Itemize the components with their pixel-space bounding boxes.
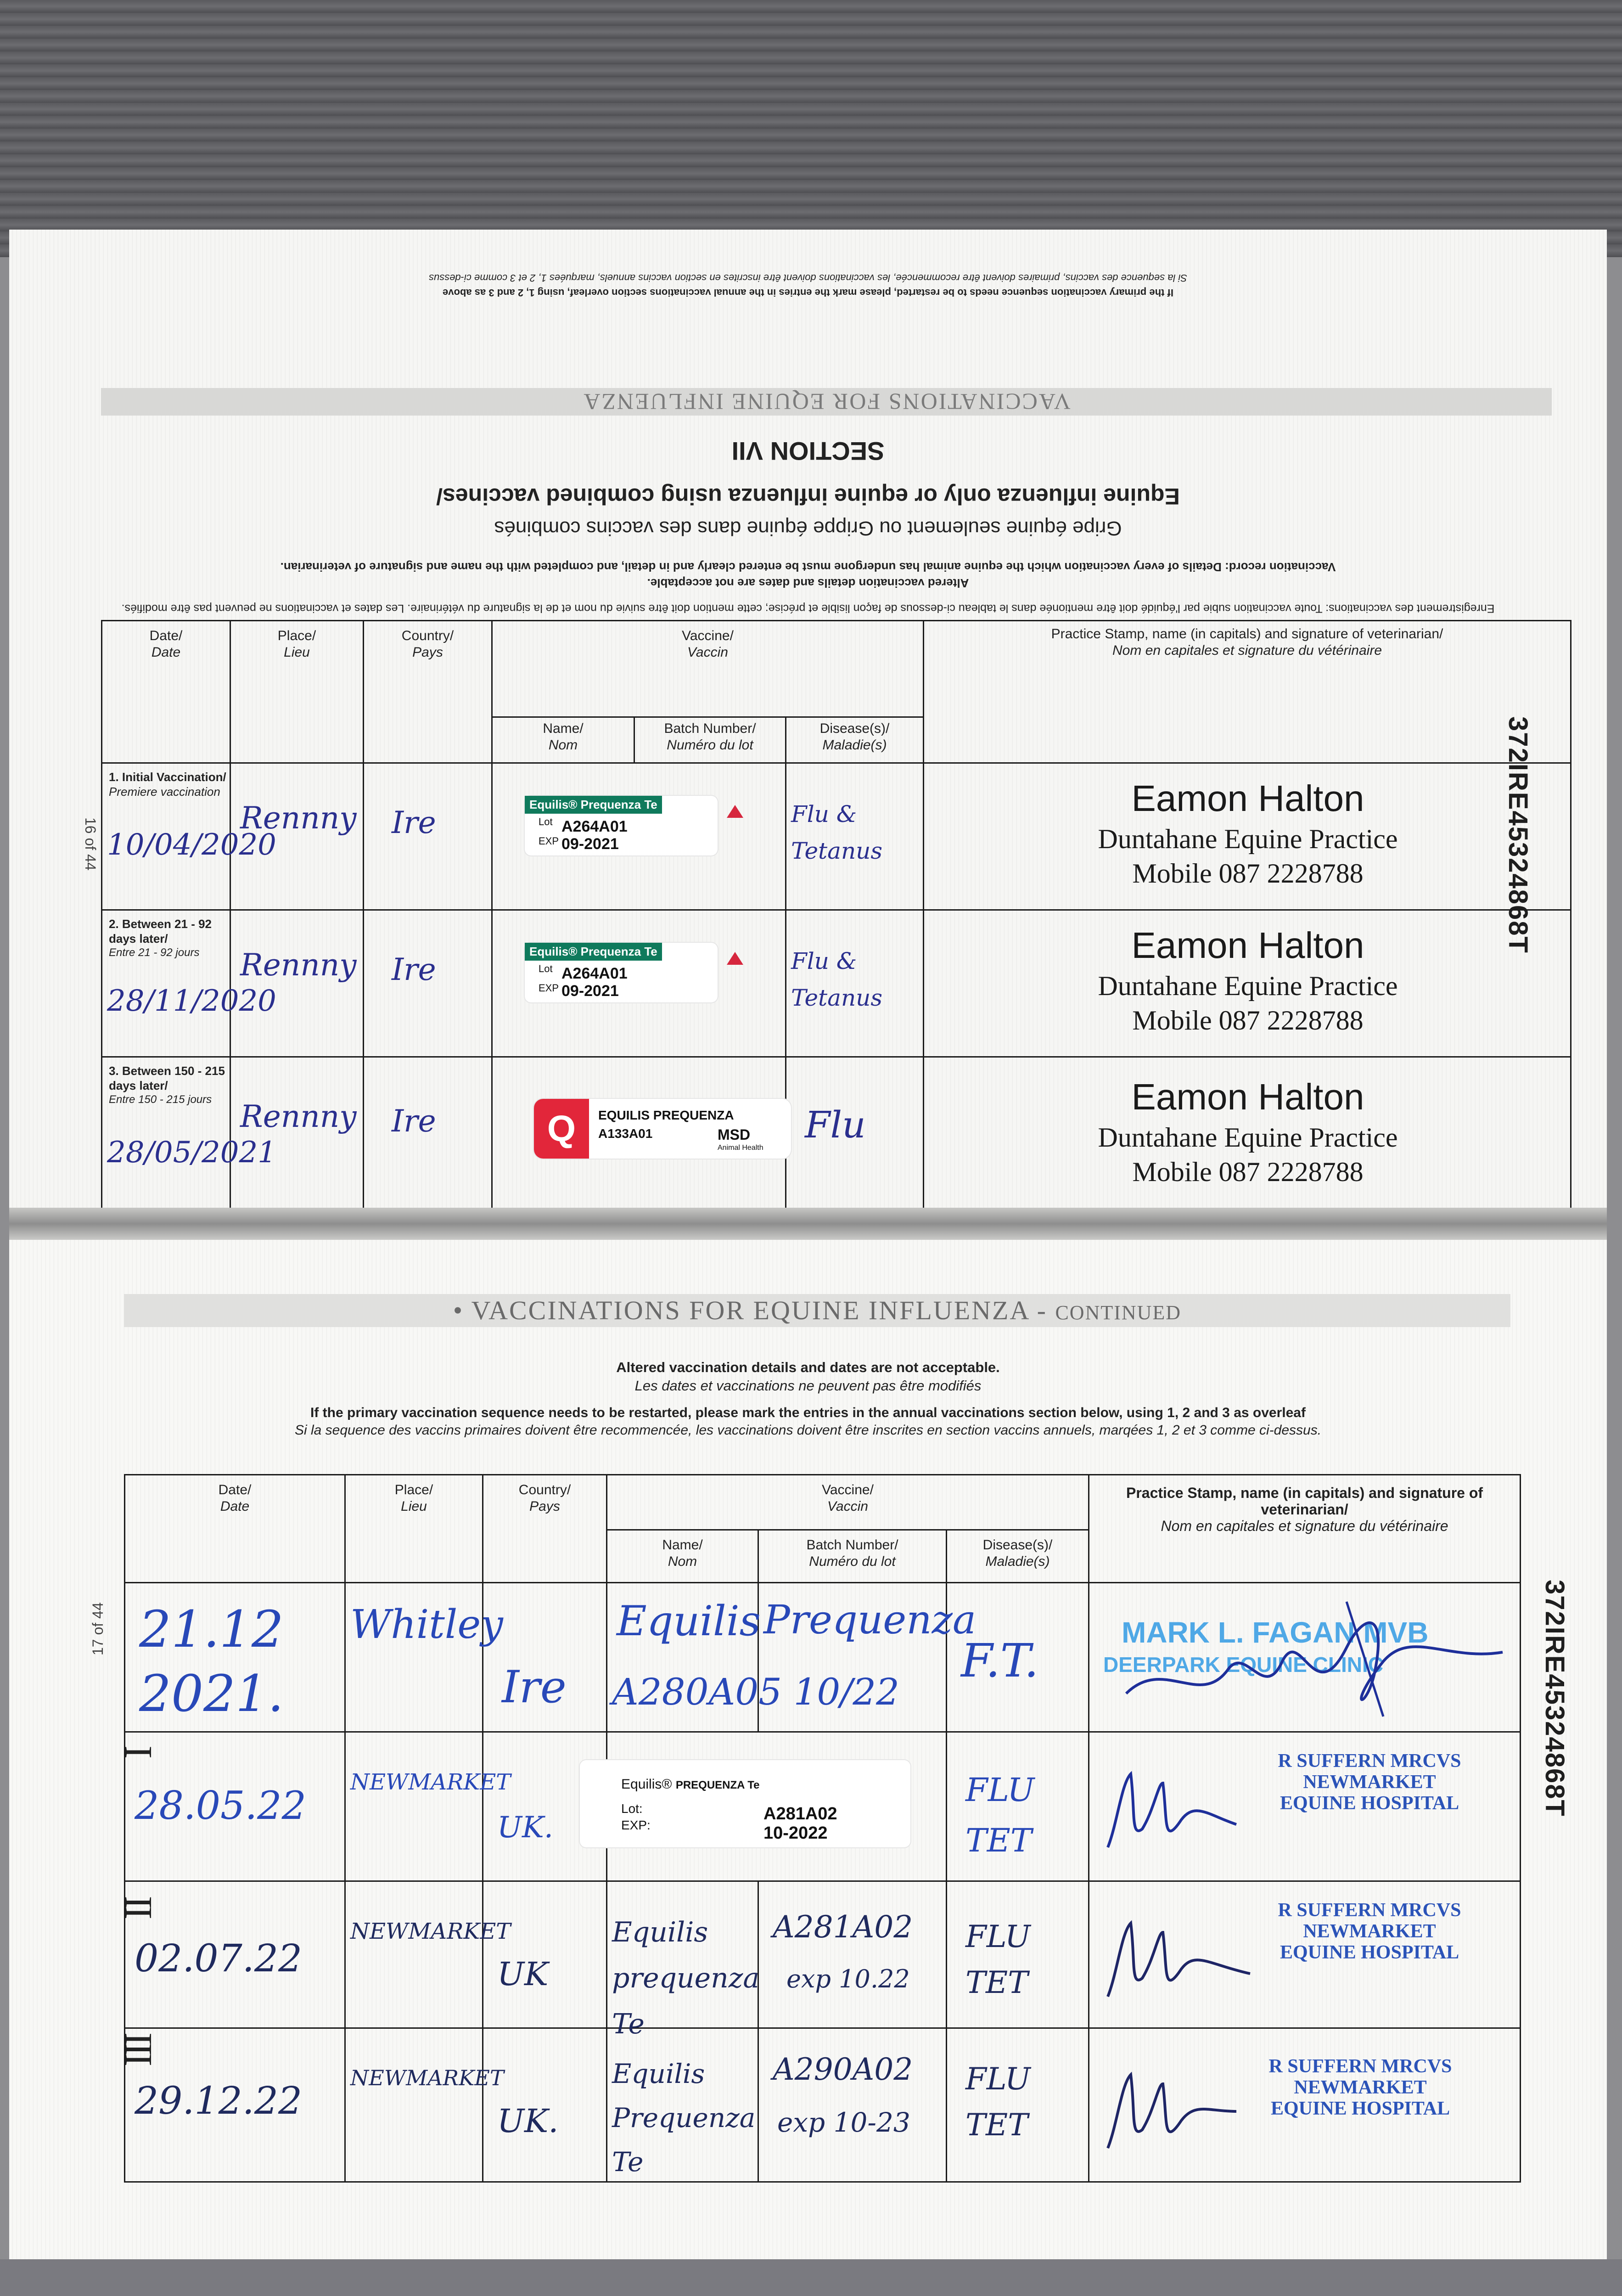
- record-note-fr: Enregistrement des vaccinations: Toute vaccination subie par l'équidé doit être mentionée dans le tableau ci-dessous de façon lisible et précise; cette mention doit être suivie du nom et de la signature du vétérinaire. Les dates et vaccinations ne peuvent pas être modifiés.: [121, 602, 1495, 615]
- upper-row-3-sticker: Q EQUILIS PREQUENZA A133A01 MSD Animal Health: [534, 1099, 791, 1159]
- row-2-place: NEWMARKET: [345, 1732, 483, 1881]
- restart-notice-fr: Si la sequence des vaccins primaires doivent être recommencée, les vaccinations doivent être inscrites en section vaccins annuels, marqées 1, 2 et 3 comme ci-dessus.: [294, 1423, 1322, 1438]
- upper-row-2-place: Rennny: [230, 910, 364, 1057]
- hdr-disease: Disease(s)/ Maladie(s): [947, 1530, 1089, 1583]
- upper-row-2: [102, 910, 1571, 1057]
- upper-row-2-date: 2. Between 21 - 92 days later/ Entre 21 - 92 jours 28/11/2020: [102, 910, 230, 1057]
- altered-notice-en: Altered vaccination details and dates are not acceptable.: [616, 1359, 1000, 1375]
- row-2-date: 28.05.22: [125, 1732, 345, 1881]
- upper-row-2-stamp: Eamon Halton Duntahane Equine Practice Mobile 087 2228788: [924, 910, 1571, 1057]
- upper-row-1-place: Rennny: [230, 763, 364, 910]
- upper-hdr-date: Date/ Date: [102, 621, 230, 763]
- section-heading-en: Equine influenza only or equine influenza using combined vaccines/: [436, 484, 1180, 509]
- upper-row-3-disease: Flu: [786, 1057, 924, 1218]
- row-1-batch: Prequenza A280A05 10/22: [758, 1583, 947, 1732]
- upper-hdr-stamp: Practice Stamp, name (in capitals) and signature of veterinarian/ Nom en capitales et signature du vétérinaire: [924, 621, 1571, 763]
- passport-page-17: [9, 1240, 1607, 2259]
- sticker-tab: [727, 805, 743, 818]
- upper-row-1-date: 1. Initial Vaccination/ Premiere vaccination 10/04/2020: [102, 763, 230, 910]
- row-4-place: NEWMARKET: [345, 2028, 483, 2182]
- upper-hdr-vaccine: Vaccine/ Vaccin: [492, 621, 924, 717]
- lower-page-number: 17 of 44: [90, 1602, 106, 1655]
- row-1-disease: F.T.: [947, 1583, 1089, 1732]
- row-4-date: 29.12.22: [125, 2028, 345, 2182]
- upper-row-3-date: 3. Between 150 - 215 days later/ Entre 150 - 215 jours 28/05/2021: [102, 1057, 230, 1218]
- hdr-stamp: Practice Stamp, name (in capitals) and signature of veterinarian/ Nom en capitales et signature du vétérinaire: [1089, 1475, 1521, 1583]
- row-1-place: Whitley: [345, 1583, 483, 1732]
- upper-row-1-sticker: Equilis® Prequenza Te Lot A264A01 EXP 09-2021: [525, 796, 718, 855]
- lower-serial-number: 372IRE45324868T: [1540, 1580, 1570, 1817]
- upper-row-2-disease: Flu & Tetanus: [786, 910, 924, 1057]
- equilis-q-logo: Q: [534, 1099, 589, 1159]
- upper-table: [101, 620, 1571, 1218]
- vaccination-row-3: [125, 1881, 1521, 2028]
- vaccination-row-1: [125, 1583, 1521, 1732]
- lower-banner: [124, 1294, 1510, 1327]
- banner-continued: CONTINUED: [1055, 1301, 1182, 1324]
- page-16-rotated-content: [9, 230, 1607, 1208]
- section-heading-fr: Gripe équine seulement ou Grippe équine dans des vaccins combinés: [494, 517, 1122, 540]
- row-1-stamp: MARK L. FAGAN MVB DEERPARK EQUINE CLINIC: [1089, 1583, 1521, 1732]
- record-note-en-2: Altered vaccination details and dates are not acceptable.: [647, 576, 969, 590]
- upper-row-3: [102, 1057, 1571, 1218]
- upper-hdr-country: Country/ Pays: [364, 621, 492, 763]
- row-4-batch: A290A02 exp 10-23: [758, 2028, 947, 2182]
- row-marker-2: II: [116, 1898, 160, 1919]
- banner-title: VACCINATIONS FOR EQUINE INFLUENZA: [471, 1295, 1029, 1325]
- lower-vaccination-table: [124, 1474, 1521, 2183]
- hdr-batch: Batch Number/ Numéro du lot: [758, 1530, 947, 1583]
- row-2-country: UK.: [483, 1732, 607, 1881]
- banner-dash: -: [1037, 1295, 1047, 1325]
- hdr-country: Country/ Pays: [483, 1475, 607, 1583]
- row-3-name: Equilis prequenza Te: [607, 1881, 758, 2028]
- record-note-en: Vaccination record: Details of every vaccination which the equine animal has undergone must be entered clearly and in detail, and completed with the name and signature of veterinarian.: [280, 560, 1336, 574]
- upper-page-number: 16 of 44: [82, 817, 99, 871]
- upper-row-3-country: Ire: [364, 1057, 492, 1218]
- section-title: SECTION VII: [731, 437, 885, 466]
- restart-note-en: If the primary vaccination sequence needs to be restarted, please mark the entries in the annual vaccinations section overleaf, using 1, 2 and 3 as above: [443, 287, 1173, 298]
- upper-hdr-disease: Disease(s)/ Maladie(s): [786, 717, 924, 763]
- row-1-country: Ire: [483, 1583, 607, 1732]
- row-3-country: UK: [483, 1881, 607, 2028]
- upper-row-1-stamp: Eamon Halton Duntahane Equine Practice Mobile 087 2228788: [924, 763, 1571, 910]
- row-3-place: NEWMARKET: [345, 1881, 483, 2028]
- hdr-date: Date/ Date: [125, 1475, 345, 1583]
- scanner-background-bottom: [0, 2259, 1622, 2296]
- upper-row-3-stamp: Eamon Halton Duntahane Equine Practice Mobile 087 2228788: [924, 1057, 1571, 1218]
- upper-row-3-sticker-cell: [492, 1057, 786, 1218]
- upper-row-1-sticker-cell: [492, 763, 786, 910]
- upper-banner-title: VACCINATIONS FOR EQUINE INFLUENZA: [101, 388, 1552, 416]
- row-4-disease: FLU TET: [947, 2028, 1089, 2182]
- row-3-date: 02.07.22: [125, 1881, 345, 2028]
- upper-hdr-place: Place/ Lieu: [230, 621, 364, 763]
- row-marker-1: I: [116, 1748, 160, 1759]
- hdr-place: Place/ Lieu: [345, 1475, 483, 1583]
- upper-hdr-batch: Batch Number/ Numéro du lot: [634, 717, 786, 763]
- signature-mark-suffern-1: [1099, 1756, 1246, 1866]
- row-2-stamp: R SUFFERN MRCVS NEWMARKET EQUINE HOSPITAL: [1089, 1732, 1521, 1881]
- book-spine: [9, 1208, 1607, 1240]
- row-1-name: Equilis: [607, 1583, 758, 1732]
- passport-page-16: [9, 230, 1607, 1208]
- upper-row-1-disease: Flu & Tetanus: [786, 763, 924, 910]
- upper-hdr-name: Name/ Nom: [492, 717, 634, 763]
- upper-row-3-place: Rennny: [230, 1057, 364, 1218]
- sticker-tab: [727, 952, 743, 965]
- upper-row-1-country: Ire: [364, 763, 492, 910]
- row-4-stamp: R SUFFERN MRCVS NEWMARKET EQUINE HOSPITAL: [1089, 2028, 1521, 2182]
- upper-row-2-country: Ire: [364, 910, 492, 1057]
- vaccination-row-4: [125, 2028, 1521, 2182]
- row-3-disease: FLU TET: [947, 1881, 1089, 2028]
- row-2-disease: FLU TET: [947, 1732, 1089, 1881]
- restart-notice-en: If the primary vaccination sequence needs to be restarted, please mark the entries in the annual vaccinations section below, using 1, 2 and 3 as overleaf: [310, 1405, 1306, 1420]
- signature-mark-fagan: [1108, 1593, 1512, 1721]
- row-4-name: Equilis Prequenza Te: [607, 2028, 758, 2182]
- upper-row-2-sticker: Equilis® Prequenza Te Lot A264A01 EXP 09-2021: [525, 943, 718, 1002]
- upper-table-wrap: [101, 620, 1570, 1187]
- row-2-sticker-cell: [607, 1732, 947, 1881]
- row-3-stamp: R SUFFERN MRCVS NEWMARKET EQUINE HOSPITAL: [1089, 1881, 1521, 2028]
- hdr-vaccine: Vaccine/ Vaccin: [607, 1475, 1089, 1530]
- hdr-name: Name/ Nom: [607, 1530, 758, 1583]
- row-2-vaccine-sticker: Equilis® PREQUENZA Te Lot: EXP: A281A02 10-2022: [580, 1760, 910, 1847]
- restart-note-fr: Si la sequence des vaccins, primaires doivent être recommencée, les vaccinations doivent être inscrites en section vaccins annuels, marquées 1, 2 et 3 comme ci-dessus: [428, 272, 1188, 284]
- row-4-country: UK.: [483, 2028, 607, 2182]
- banner-bullet: •: [453, 1295, 464, 1325]
- scanner-background: [0, 0, 1622, 257]
- row-3-batch: A281A02 exp 10.22: [758, 1881, 947, 2028]
- row-1-date: 21.12 2021.: [125, 1583, 345, 1732]
- vaccination-row-2: [125, 1732, 1521, 1881]
- row-marker-3: III: [116, 2035, 160, 2066]
- upper-serial-number: 372IRE45324868T: [1503, 716, 1533, 954]
- upper-row-1: [102, 763, 1571, 910]
- altered-notice-fr: Les dates et vaccinations ne peuvent pas être modifiés: [634, 1378, 982, 1394]
- upper-row-2-sticker-cell: [492, 910, 786, 1057]
